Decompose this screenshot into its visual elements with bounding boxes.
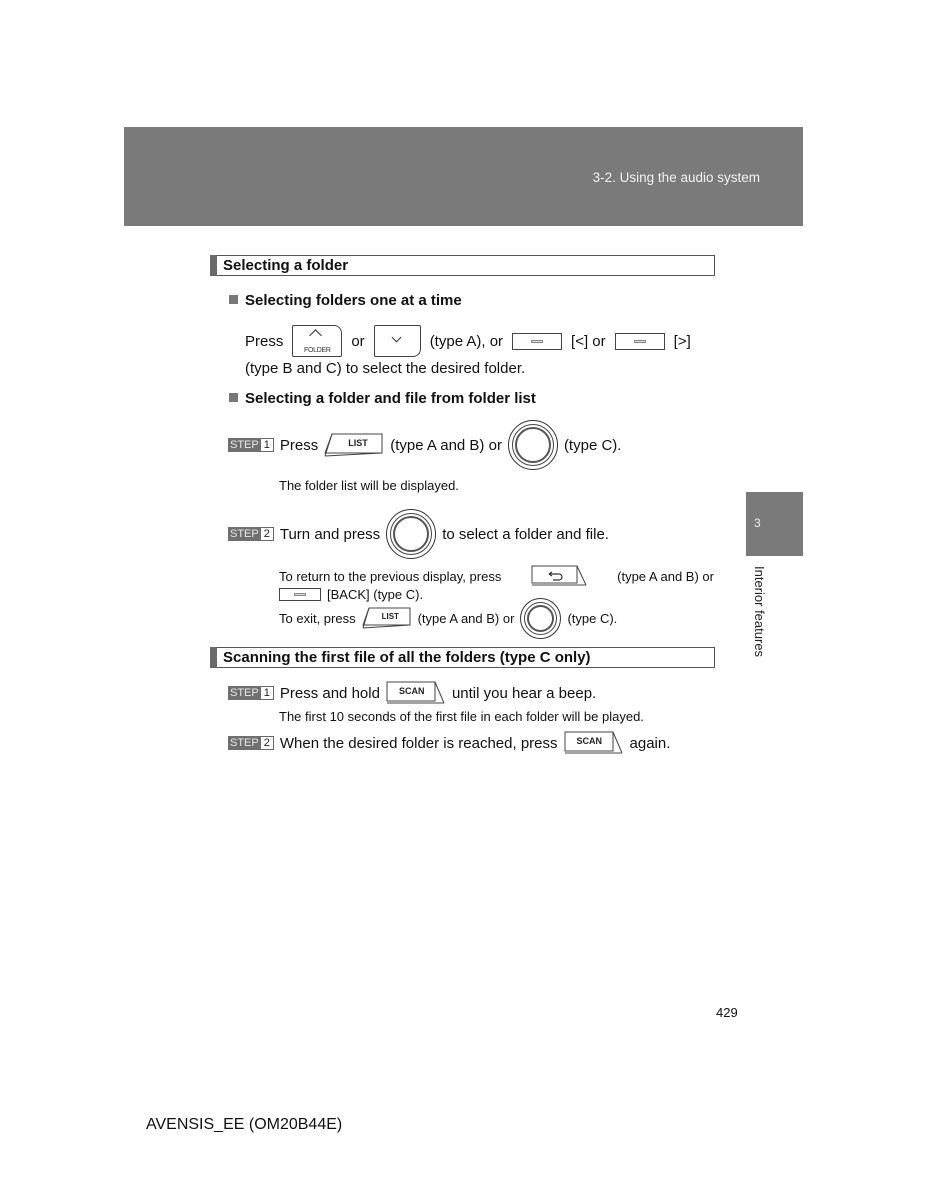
- section-heading-selecting-folder: [210, 255, 715, 276]
- tune-select-knob-icon: [386, 509, 436, 559]
- scan-step-1-line: [228, 680, 596, 706]
- text: Press: [245, 332, 284, 350]
- text: (type A and B) or: [617, 568, 714, 584]
- text: [<] or: [571, 332, 606, 350]
- chapter-header-band: [124, 127, 803, 226]
- section-accent: [210, 255, 217, 276]
- folder-select-line: [245, 324, 691, 358]
- button-label: SCAN: [576, 736, 603, 746]
- section-accent: [210, 647, 217, 668]
- text: to select a folder and file.: [442, 525, 609, 543]
- text: (type A), or: [429, 332, 504, 350]
- text: When the desired folder is reached, press: [279, 734, 558, 752]
- text: [>]: [673, 332, 691, 350]
- chapter-side-label: Interior features: [752, 566, 767, 658]
- back-button-icon: [531, 565, 587, 587]
- button-label: LIST: [381, 612, 399, 621]
- step-2-line: [228, 509, 609, 559]
- step-badge: STEP 1: [228, 438, 274, 452]
- scan-button-icon: [386, 681, 446, 705]
- folder-down-button-icon: [374, 325, 421, 357]
- step-badge: STEP 2: [228, 527, 274, 541]
- list-button-icon: [324, 433, 384, 457]
- document-footer: AVENSIS_EE (OM20B44E): [146, 1116, 343, 1133]
- chapter-side-tab: [746, 492, 803, 556]
- scan-step-2-line: [228, 730, 670, 756]
- step-badge: STEP 1: [228, 686, 274, 700]
- step-badge: STEP 2: [228, 736, 274, 750]
- subheading-one-at-a-time: [229, 292, 462, 309]
- button-label: LIST: [348, 438, 368, 448]
- section-title: Selecting a folder: [223, 257, 349, 274]
- return-note-line: [279, 565, 714, 587]
- text: Press and hold: [279, 684, 380, 702]
- text: again.: [629, 734, 671, 752]
- exit-note-line: [279, 598, 617, 638]
- chapter-number: 3: [754, 516, 761, 530]
- subheading-text: Selecting a folder and file from folder list: [245, 390, 536, 407]
- tune-select-knob-icon: [520, 598, 561, 639]
- subheading-folder-list: [229, 390, 536, 407]
- section-heading-scanning: [210, 647, 715, 668]
- scan-button-icon: [564, 731, 624, 755]
- text: [BACK] (type C).: [327, 586, 424, 602]
- page-number: 429: [716, 1005, 738, 1020]
- text: (type A and B) or: [417, 610, 515, 626]
- section-title: Scanning the first file of all the folders (type C only): [223, 649, 591, 666]
- square-bullet-icon: [229, 295, 238, 304]
- button-label: FOLDER: [304, 347, 331, 354]
- folder-up-button-icon: [292, 325, 342, 357]
- text: To return to the previous display, press: [279, 568, 502, 584]
- button-label: SCAN: [398, 686, 425, 696]
- text: (type C).: [563, 436, 622, 454]
- text: Turn and press: [279, 525, 381, 543]
- text: or: [351, 332, 365, 350]
- chapter-title: 3-2. Using the audio system: [592, 170, 760, 185]
- text: (type C).: [567, 610, 618, 626]
- list-button-icon: [362, 607, 412, 629]
- text: until you hear a beep.: [451, 684, 597, 702]
- tune-select-knob-icon: [508, 420, 558, 470]
- folder-select-line2: (type B and C) to select the desired folder.: [245, 360, 526, 377]
- subheading-text: Selecting folders one at a time: [245, 292, 462, 309]
- square-bullet-icon: [229, 393, 238, 402]
- text: (type A and B) or: [390, 436, 502, 454]
- scan-step-1-note: The first 10 seconds of the first file in each folder will be played.: [279, 709, 644, 724]
- preset-button-icon: [615, 333, 665, 350]
- text: Press: [279, 436, 319, 454]
- step-1-note: The folder list will be displayed.: [279, 478, 459, 493]
- preset-button-icon: [512, 333, 562, 350]
- text: To exit, press: [279, 610, 356, 626]
- step-1-line: [228, 420, 621, 470]
